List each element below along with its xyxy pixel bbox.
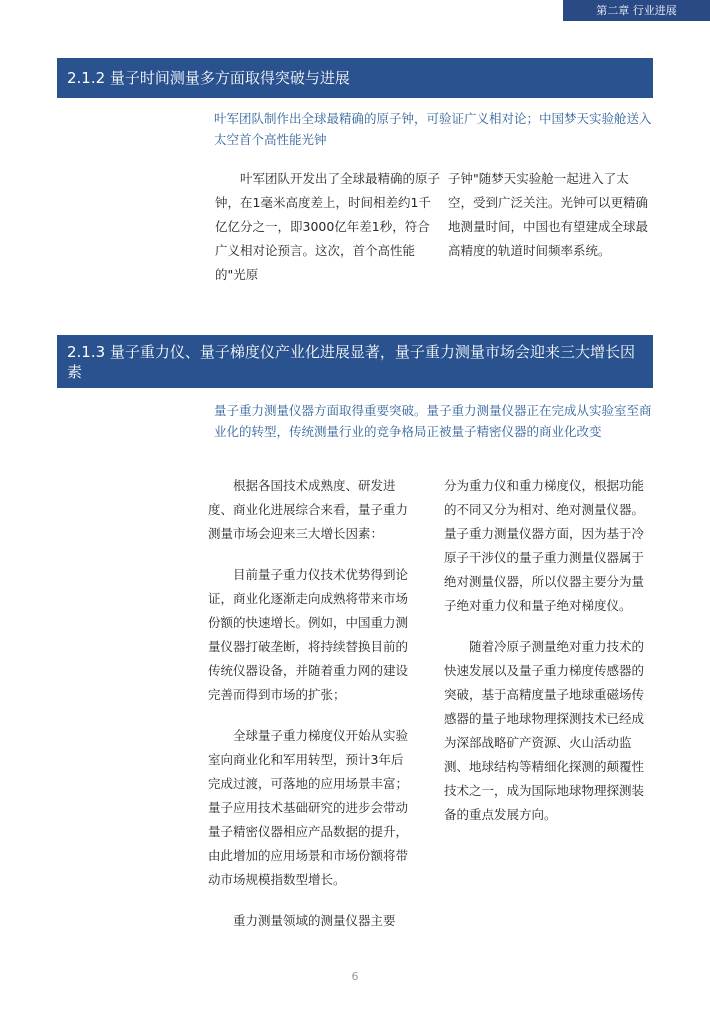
section-2-1-3-summary: 量子重力测量仪器方面取得重要突破。量子重力测量仪器正在完成从实验室至商业化的转型，传统测量行业的竞争格局正被量子精密仪器的商业化改变 [214, 403, 652, 439]
page-number: 6 [351, 970, 359, 983]
body-paragraph: 重力测量领域的测量仪器主要 [233, 913, 396, 928]
body-paragraph: 子钟"随梦天实验舱一起进入了太空，受到广泛关注。光钟可以更精确地测量时间，中国也有望建成全球最高精度的轨道时间频率系统。 [448, 171, 649, 258]
body-paragraph: 全球量子重力梯度仪开始从实验室向商业化和军用转型，预计3年后完成过渡，可落地的应用场景丰富；量子应用技术基础研究的进步会带动量子精密仪器相应产品数据的提升，由此增加的应用场景和市场份额将带动市场规模指数型增长。 [208, 728, 409, 887]
body-paragraph: 叶军团队开发出了全球最精确的原子钟，在1毫米高度差上，时间相差约1千亿亿分之一，即3000亿年差1秒，符合广义相对论预言。这次，首个高性能的"光原 [215, 171, 441, 282]
body-paragraph: 随着冷原子测量绝对重力技术的快速发展以及量子重力梯度传感器的突破，基于高精度量子地球重磁场传感器的量子地球物理探测技术已经成为深部战略矿产资源、火山活动监测、地球结构等精细化探测的颠覆性技术之一，成为国际地球物理探测装备的重点发展方向。 [444, 639, 645, 822]
section-2-1-2-heading: 2.1.2 量子时间测量多方面取得突破与进展 [57, 58, 653, 98]
body-paragraph: 根据各国技术成熟度、研发进度、商业化进展综合来看，量子重力测量市场会迎来三大增长因素： [208, 478, 409, 541]
section-2-1-3-heading: 2.1.3 量子重力仪、量子梯度仪产业化进展显著，量子重力测量市场会迎来三大增长因素 [57, 335, 653, 388]
section-2-1-2-right-column [448, 167, 653, 263]
section-2-1-2-summary: 叶军团队制作出全球最精确的原子钟，可验证广义相对论；中国梦天实验舱送入太空首个高性能光钟 [214, 111, 652, 147]
chapter-header-tab: 第二章 行业进展 [563, 0, 710, 21]
section-2-1-3-left-column [208, 474, 408, 933]
body-paragraph: 分为重力仪和重力梯度仪，根据功能的不同又分为相对、绝对测量仪器。量子重力测量仪器方面，因为基于冷原子干涉仪的量子重力测量仪器属于绝对测量仪器，所以仪器主要分为量子绝对重力仪和量子绝对梯度仪。 [444, 478, 645, 613]
body-paragraph: 目前量子重力仪技术优势得到论证，商业化逐渐走向成熟将带来市场份额的快速增长。例如，中国重力测量仪器打破垄断，将持续替换目前的传统仪器设备，并随着重力网的建设完善而得到市场的扩张； [208, 567, 409, 702]
section-2-1-2-left-column [215, 167, 440, 287]
section-2-1-3-right-column [444, 474, 649, 827]
